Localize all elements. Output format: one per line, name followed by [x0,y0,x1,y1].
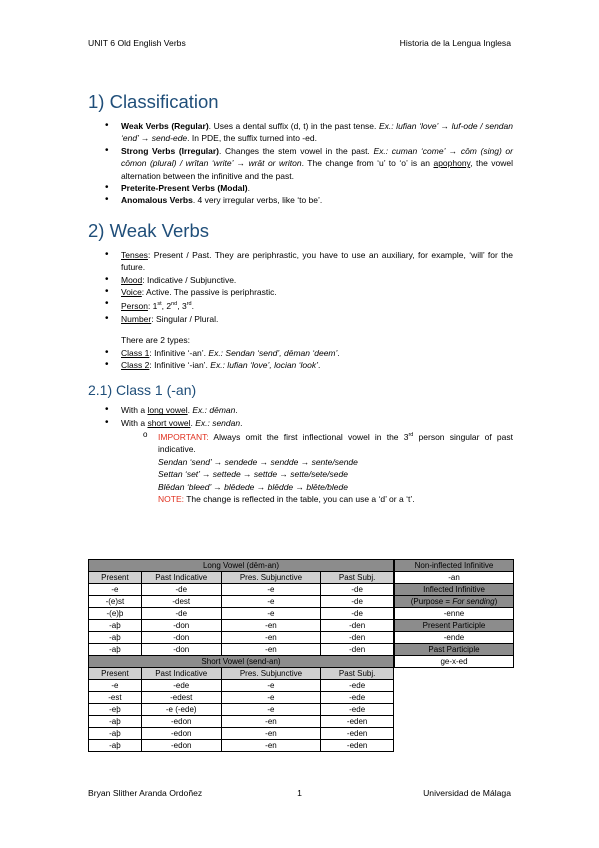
text-span: Class 1 [121,347,150,358]
text-span: Ex.: cuman ‘come’ → cōm (sing) or cōmon (plural) / wrītan ‘write’ → wrāt or writon [121,145,513,169]
inflected-infinitive-header: Inflected Infinitive [395,584,514,596]
table-cell: -en [221,632,321,644]
table-cell: -den [321,632,394,644]
table-row [89,644,394,656]
text-span: The change is reflected in the table, you can use a ‘d’ or a ‘t’. [183,494,415,504]
text-span: : Infinitive ‘-ian’. [149,359,211,370]
table-cell: -aþ [89,728,142,740]
column-header: Past Subj. [321,668,394,680]
table-cell: -edon [141,728,221,740]
text-span: . [337,347,340,358]
table-cell: -eden [321,716,394,728]
table-cell: -aþ [89,632,142,644]
table-cell: -dest [141,596,221,608]
table-cell: -e [89,584,142,596]
table-cell: -(e)st [89,596,142,608]
text-span: , 3 [177,301,187,312]
list-item [88,182,513,194]
table-cell: -de [321,584,394,596]
example-settan: Settan ‘set’ → settede → settde → sette/sete/sede [158,469,348,480]
short-vowel-title: Short Vowel (send-an) [89,656,394,668]
table-cell: -e [221,692,321,704]
text-span: . [318,359,321,370]
text-span: : Infinitive ‘-an’. [149,347,209,358]
text-span: . In PDE, the suffix turned into -ed. [187,133,317,144]
table-row [89,692,394,704]
header-right: Historia de la Lengua Inglesa [399,38,511,48]
table-row [89,716,394,728]
section-2-1-title: 2.1) Class 1 (-an) [88,382,197,399]
text-span: , the vowel alternation between the infinitive and the past. [121,158,513,181]
table-cell: -e (-ede) [141,704,221,716]
table-cell: -edon [141,740,221,752]
table-cell: -e [221,680,321,692]
text-span: apophony [433,158,471,169]
table-cell: -e [221,596,321,608]
text-span: For sending [452,597,495,606]
table-cell: -ede [141,680,221,692]
list-item [88,194,513,206]
long-vowel-title: Long Vowel (dēm-an) [89,560,394,572]
class-types-list [88,347,513,372]
text-span: Strong Verbs (Irregular) [121,145,219,156]
text-span: . Changes the stem vowel in the past. [219,145,374,156]
text-span: Voice [121,287,142,298]
table-row [89,704,394,716]
column-header: Past Indicative [141,668,221,680]
list-item [88,145,513,182]
text-span: (Purpose = [410,597,453,606]
page-footer [88,788,511,798]
example-bledan: Blēdan ‘bleed’ → blēdede → blēdde → blēte/blede [158,481,348,492]
text-span: Ex.: dēman [192,405,236,416]
text-span: Ex.: lufian ‘love’ → luf-ode / sendan ‘end’ → send-ede [121,121,513,144]
text-span: . [235,405,238,416]
list-item [88,298,513,312]
text-span: Mood [121,274,143,285]
list-item [88,404,513,416]
text-span: rd [186,301,192,308]
present-participle-header: Present Participle [395,620,514,632]
list-item [88,274,513,286]
table-cell: -edon [141,716,221,728]
table-cell: -en [221,644,321,656]
inflected-infinitive-value: -enne [395,608,514,620]
text-span: With a [121,417,148,428]
text-span: nd [171,301,178,308]
present-participle-value: -ende [395,632,514,644]
text-span: Ex.: sendan [195,417,241,428]
table-row [89,740,394,752]
table-cell: -aþ [89,740,142,752]
column-header: Present [89,572,142,584]
table-row [89,596,394,608]
text-span: long vowel [147,405,188,416]
list-item [88,313,513,325]
text-span: short vowel [147,417,191,428]
non-inflected-infinitive-value: -an [395,572,514,584]
table-cell: -en [221,620,321,632]
table-row [89,620,394,632]
text-span: ) [494,597,498,606]
text-span: NOTE: [158,494,184,504]
list-item [88,286,513,298]
weak-verbs-list [88,249,513,325]
non-inflected-infinitive-header: Non-inflected Infinitive [395,560,514,572]
text-span: Ex.: lufian ‘love’, locian ‘look’ [210,359,319,370]
text-span: person singular of past indicative. [158,431,513,455]
table-cell: -e [221,584,321,596]
text-span: Number [121,313,152,324]
text-span: IMPORTANT: [158,431,209,442]
text-span: Tenses [121,249,148,260]
list-item [88,359,513,371]
table-cell: -eþ [89,704,142,716]
table-row [89,584,394,596]
table-cell: -e [89,680,142,692]
page-header [88,38,511,48]
column-header: Present [89,668,142,680]
text-span: . [187,405,193,416]
text-span: . The change from ‘u’ to ‘o’ is an [301,158,434,169]
text-span: . [247,183,250,194]
list-item [88,417,513,429]
table-cell: -en [221,740,321,752]
column-header: Past Subj. [321,572,394,584]
section-2-title: 2) Weak Verbs [88,219,209,241]
table-row [89,632,394,644]
important-sublist [88,429,513,456]
text-span: : Indicative / Subjunctive. [142,274,237,285]
table-cell: -(e)þ [89,608,142,620]
table-row [89,728,394,740]
table-cell: -de [141,608,221,620]
header-left: UNIT 6 Old English Verbs [88,38,186,48]
main-content [88,90,513,505]
text-span: Person [121,301,148,312]
table-cell: -de [141,584,221,596]
types-intro: There are 2 types: [121,335,190,346]
text-span: : Active. The passive is periphrastic. [141,287,277,298]
text-span: . [240,417,243,428]
text-span: : Singular / Plural. [151,313,219,324]
text-span: Ex.: Sendan ‘send’, dēman ‘deem’ [208,347,338,358]
table-cell: -e [221,704,321,716]
column-header: Past Indicative [141,572,221,584]
table-cell: -de [321,596,394,608]
column-header: Pres. Subjunctive [221,572,321,584]
table-cell: -e [221,608,321,620]
table-cell: -en [221,716,321,728]
table-cell: -en [221,728,321,740]
inflected-infinitive-note [395,596,514,608]
text-span: Weak Verbs (Regular) [121,121,209,131]
past-participle-value: ge-x-ed [395,656,514,668]
text-span: . Uses a dental suffix (d, t) in the past tense. [208,121,379,131]
text-span: st [157,301,162,308]
table-cell: -ede [321,704,394,716]
text-span: Anomalous Verbs [121,195,193,206]
table-cell: -de [321,608,394,620]
column-header: Pres. Subjunctive [221,668,321,680]
table-cell: -edest [141,692,221,704]
list-item [88,249,513,274]
text-span: . [191,301,194,312]
text-span: Always omit the first inflectional vowel in the 3 [208,431,409,442]
text-span: : Present / Past. They are periphrastic, you have to use an auxiliary, for example, ‘will’ for the future. [121,249,513,273]
past-participle-header: Past Participle [395,644,514,656]
text-span: Class 2 [121,359,150,370]
page-number: 1 [297,788,302,798]
table-cell: -aþ [89,620,142,632]
table-cell: -eden [321,740,394,752]
example-sendan: Sendan ‘send’ → sendede → sendde → sente/sende [158,456,358,467]
note-text [88,493,513,505]
table-row [89,608,394,620]
table-cell: -den [321,644,394,656]
list-item [88,347,513,359]
table-cell: -aþ [89,716,142,728]
table-row [89,680,394,692]
text-span: . 4 very irregular verbs, like ‘to be’. [192,195,323,206]
table-cell: -ede [321,680,394,692]
classification-list [88,120,513,207]
text-span: With a [121,405,148,416]
table-cell: -aþ [89,644,142,656]
table-cell: -den [321,620,394,632]
table-cell: -ede [321,692,394,704]
list-item [88,429,513,456]
section-1-title: 1) Classification [88,91,219,112]
infinitive-participle-table [394,559,514,668]
conjugation-table [88,559,394,752]
list-item [88,120,513,145]
table-cell: -don [141,620,221,632]
text-span: , 2 [161,301,172,312]
text-span: : 1 [147,301,158,312]
footer-university: Universidad de Málaga [423,788,511,798]
table-cell: -don [141,632,221,644]
table-cell: -eden [321,728,394,740]
text-span: rd [408,432,414,439]
class1-list [88,404,513,429]
table-cell: -est [89,692,142,704]
footer-author: Bryan Slither Aranda Ordoñez [88,788,203,798]
text-span: . [190,417,196,428]
text-span: Preterite-Present Verbs (Modal) [121,183,248,194]
table-cell: -don [141,644,221,656]
